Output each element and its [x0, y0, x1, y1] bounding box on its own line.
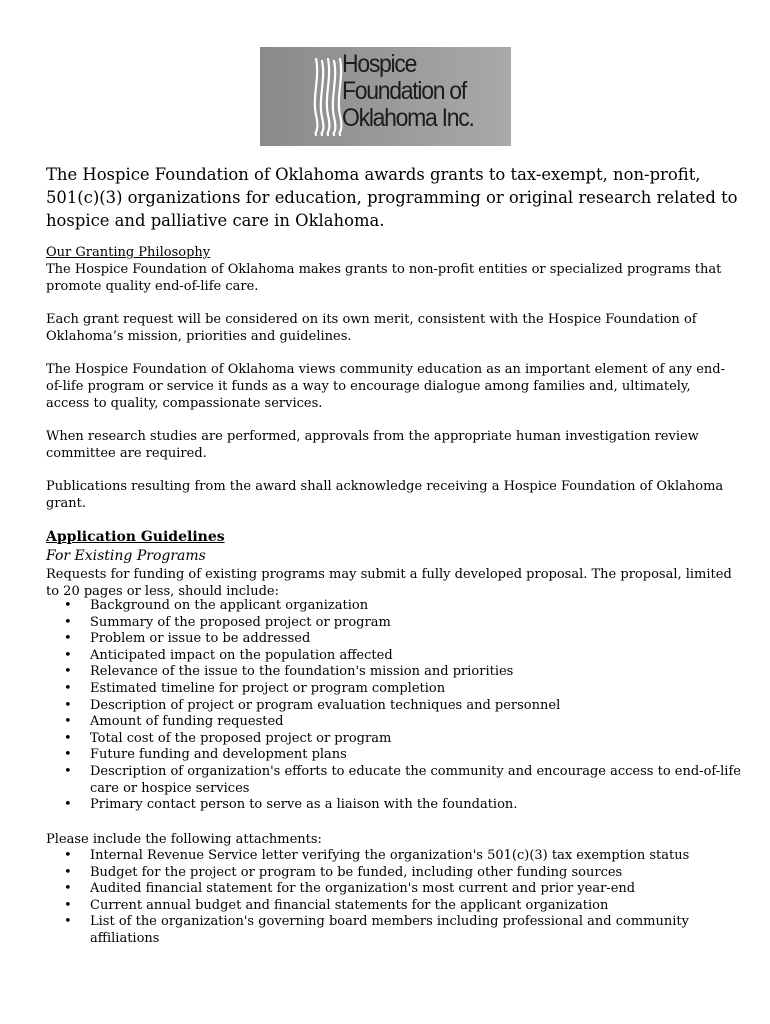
- list-item: • Amount of funding requested: [64, 714, 744, 731]
- list-item: • Estimated timeline for project or program completion: [64, 681, 744, 698]
- application-guidelines-heading: Application Guidelines: [46, 529, 225, 545]
- list-item: • List of the organization's governing board members including professional and community affiliations: [64, 914, 744, 947]
- list-item: • Primary contact person to serve as a liaison with the foundation.: [64, 797, 744, 814]
- logo-wave-lines-icon: [310, 57, 346, 137]
- list-item: • Problem or issue to be addressed: [64, 631, 744, 648]
- list-item: • Relevance of the issue to the foundation's mission and priorities: [64, 664, 744, 681]
- logo-line-2: Foundation of: [342, 77, 466, 105]
- logo-wordmark: [342, 51, 511, 132]
- list-item: • Current annual budget and financial statements for the applicant organization: [64, 898, 744, 915]
- list-item: • Summary of the proposed project or program: [64, 615, 744, 632]
- list-item: • Total cost of the proposed project or program: [64, 731, 744, 748]
- existing-programs-subheading: For Existing Programs: [46, 548, 206, 564]
- philosophy-paragraph: The Hospice Foundation of Oklahoma views community education as an important element of any end-of-life program or service it funds as a way to encourage dialogue among families and, ultimately, access to quality, compassionate services.: [46, 362, 726, 411]
- philosophy-heading: Our Granting Philosophy: [46, 245, 211, 260]
- philosophy-paragraph: Each grant request will be considered on its own merit, consistent with the Hospice Foundation of Oklahoma’s mission, priorities and guidelines.: [46, 312, 697, 344]
- list-item: • Anticipated impact on the population affected: [64, 648, 744, 665]
- list-item: • Description of project or program evaluation techniques and personnel: [64, 698, 744, 715]
- philosophy-paragraph: When research studies are performed, approvals from the appropriate human investigation review committee are required.: [46, 429, 699, 461]
- logo-line-3: Oklahoma Inc.: [342, 104, 474, 132]
- logo-line-1: Hospice: [342, 50, 417, 78]
- proposal-items-list: [64, 598, 744, 814]
- attachments-list: [64, 848, 744, 948]
- list-item: • Description of organization's efforts to educate the community and encourage access to end-of-life care or hospice services: [64, 764, 744, 797]
- list-item: • Audited financial statement for the organization's most current and prior year-end: [64, 881, 744, 898]
- proposal-intro: Requests for funding of existing programs may submit a fully developed proposal. The proposal, limited to 20 pages or less, should include:: [46, 567, 732, 599]
- list-item: • Background on the applicant organization: [64, 598, 744, 615]
- attachments-intro: Please include the following attachments:: [46, 832, 322, 847]
- list-item: • Future funding and development plans: [64, 747, 744, 764]
- intro-statement: The Hospice Foundation of Oklahoma awards grants to tax-exempt, non-profit, 501(c)(3) organizations for education, programming or original research related to hospice and palliative care in Oklahoma.: [46, 165, 738, 230]
- philosophy-paragraph: The Hospice Foundation of Oklahoma makes grants to non-profit entities or specialized programs that promote quality end-of-life care.: [46, 262, 722, 294]
- list-item: • Budget for the project or program to be funded, including other funding sources: [64, 865, 744, 882]
- foundation-logo: [260, 47, 511, 146]
- philosophy-paragraph: Publications resulting from the award shall acknowledge receiving a Hospice Foundation of Oklahoma grant.: [46, 479, 724, 511]
- list-item: • Internal Revenue Service letter verifying the organization's 501(c)(3) tax exemption status: [64, 848, 744, 865]
